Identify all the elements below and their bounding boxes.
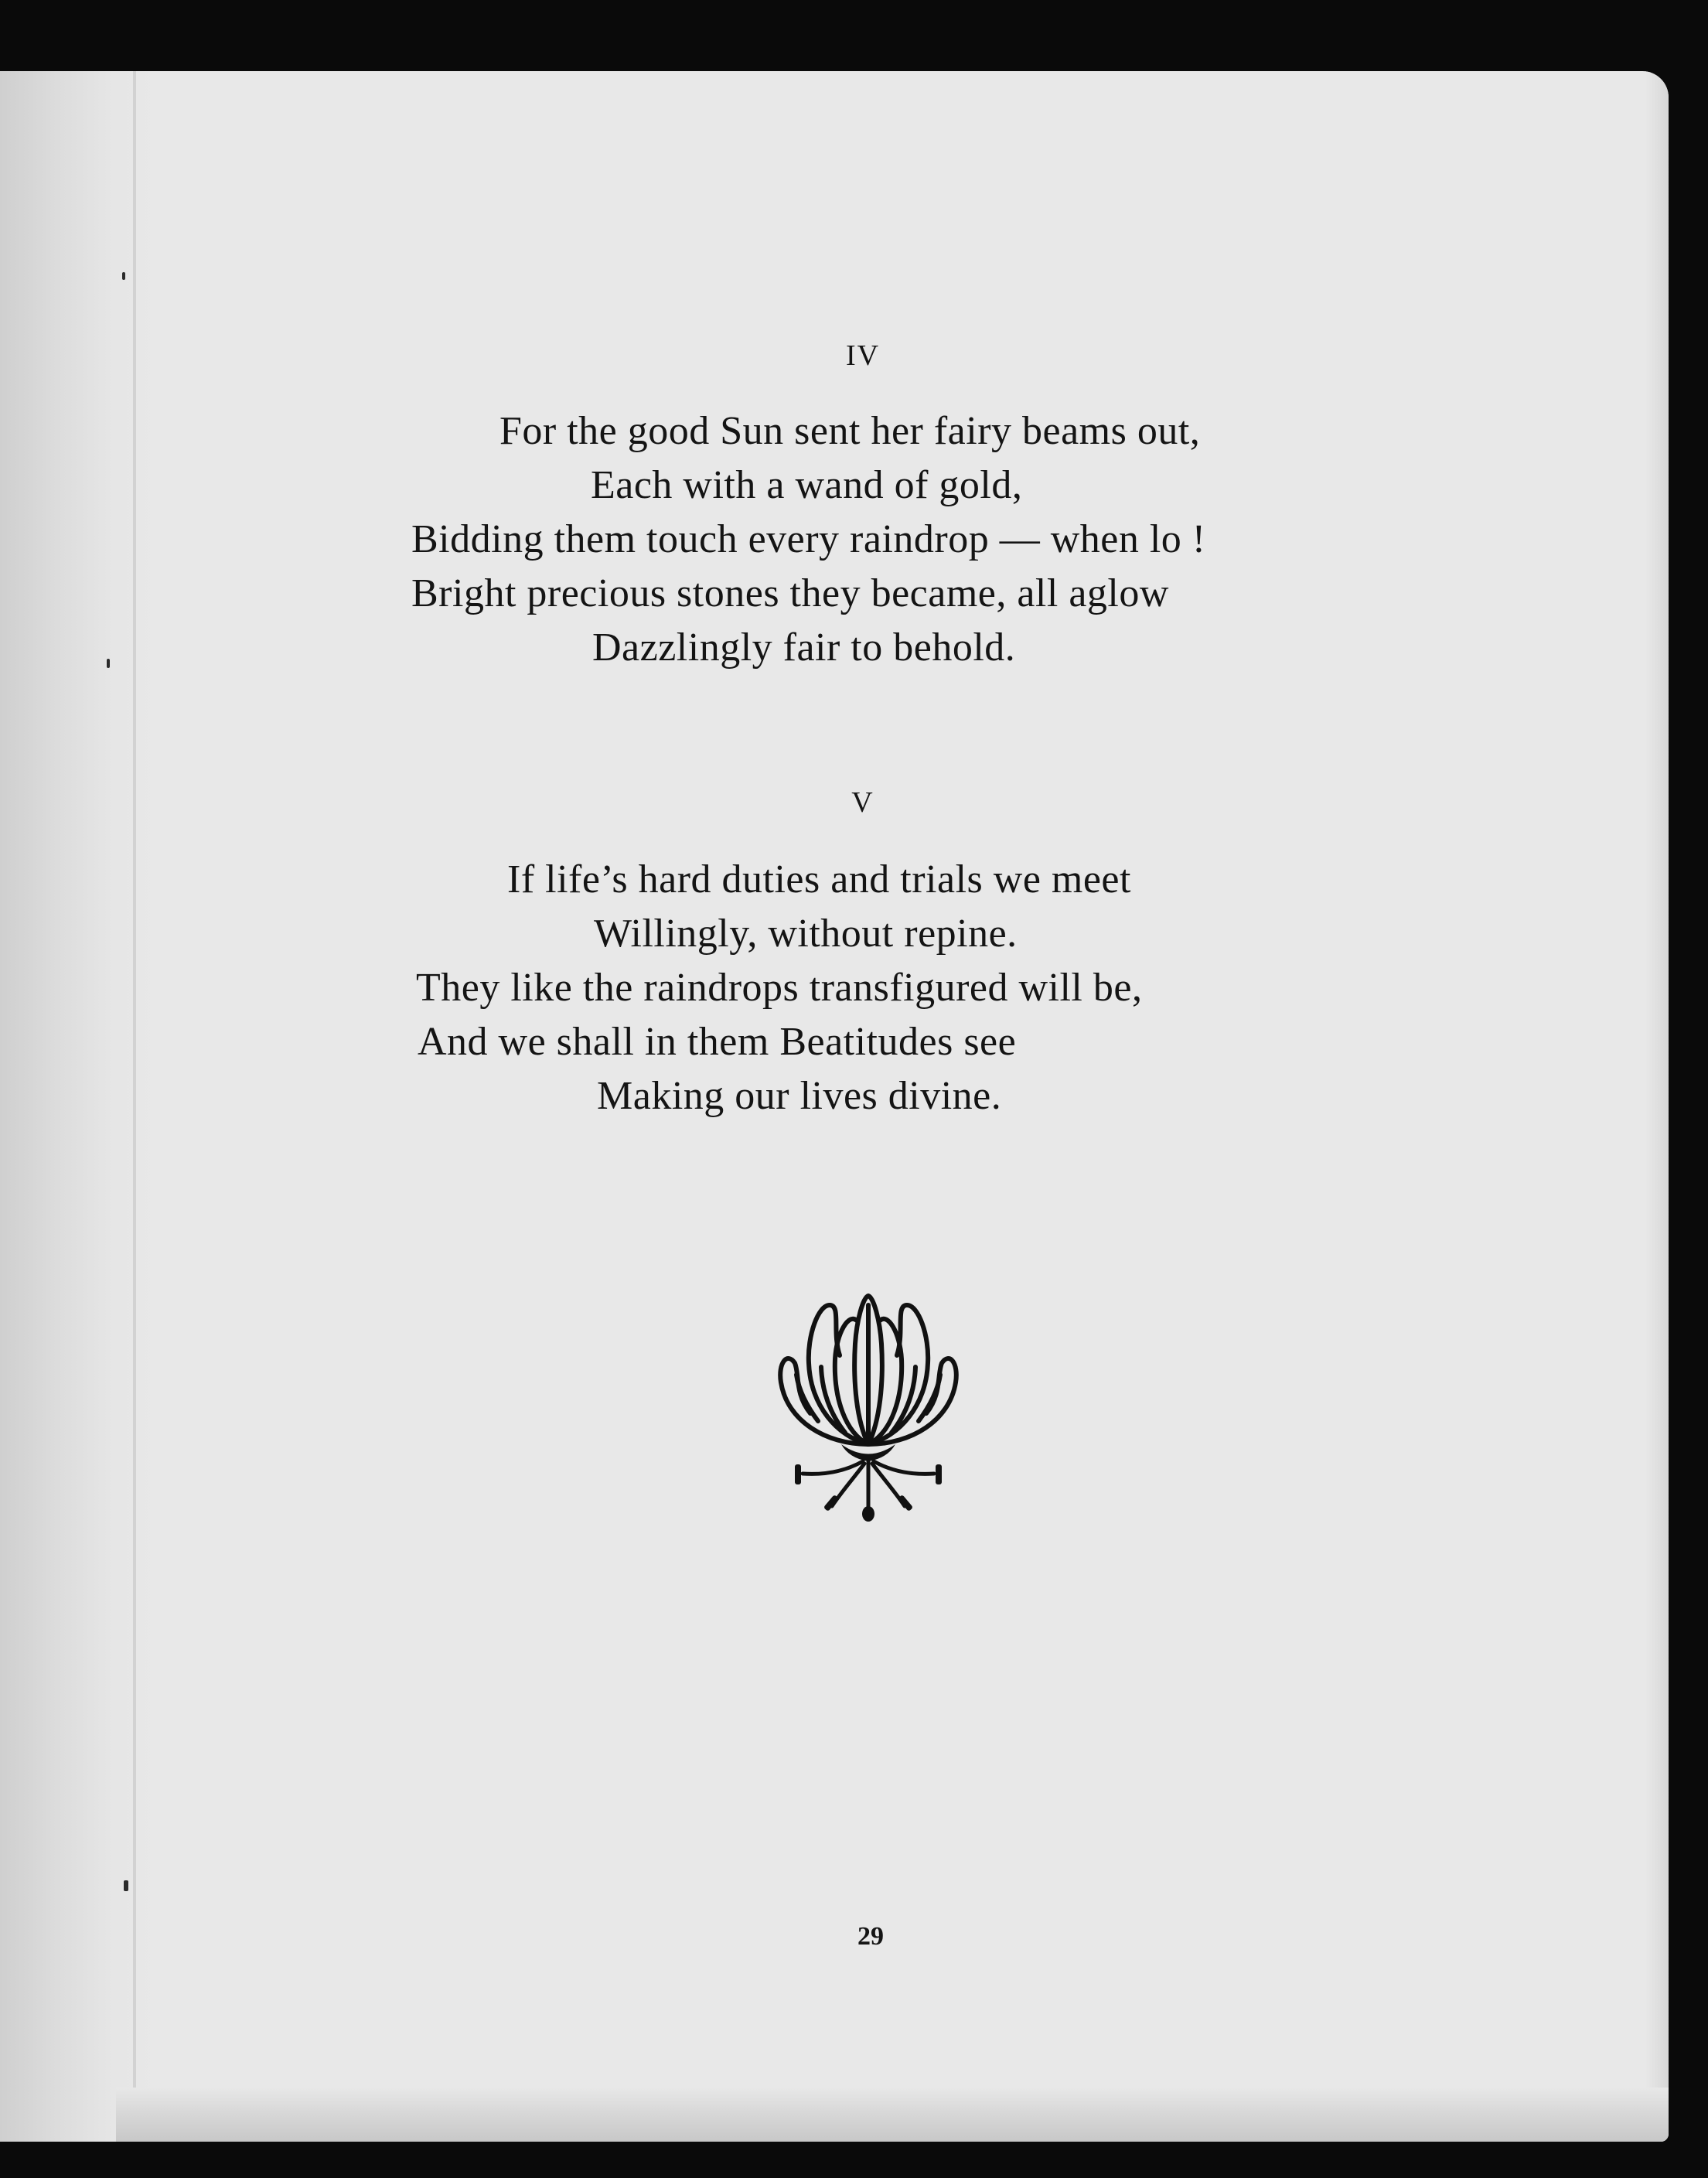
paper-speck	[124, 1880, 128, 1891]
page-right-edge	[1645, 71, 1669, 2142]
paper-speck	[122, 272, 125, 280]
paper-speck	[107, 659, 110, 668]
poem-line: Each with a wand of gold,	[591, 463, 1023, 507]
binding-shadow	[0, 71, 162, 2142]
page-number: 29	[857, 1922, 884, 1951]
poem-line: Bidding them touch every raindrop — when lo !	[411, 517, 1206, 561]
book-page	[0, 71, 1669, 2142]
poem-line: If life’s hard duties and trials we meet	[507, 857, 1131, 902]
page-bottom-edge	[116, 2088, 1669, 2142]
poem-line: And we shall in them Beatitudes see	[418, 1020, 1017, 1064]
binding-crease	[133, 71, 136, 2142]
stanza-numeral-iv: IV	[845, 339, 881, 372]
poem-line: Making our lives divine.	[597, 1074, 1002, 1118]
poem-line: Willingly, without repine.	[594, 912, 1018, 956]
poem-line: For the good Sun sent her fairy beams out,	[499, 409, 1201, 453]
poem-line: They like the raindrops transfigured will be,	[416, 966, 1143, 1010]
poem-line: Dazzlingly fair to behold.	[592, 625, 1016, 670]
poem-line: Bright precious stones they became, all aglow	[411, 571, 1169, 615]
lily-flower-icon	[772, 1290, 965, 1522]
stanza-numeral-v: V	[851, 786, 874, 819]
